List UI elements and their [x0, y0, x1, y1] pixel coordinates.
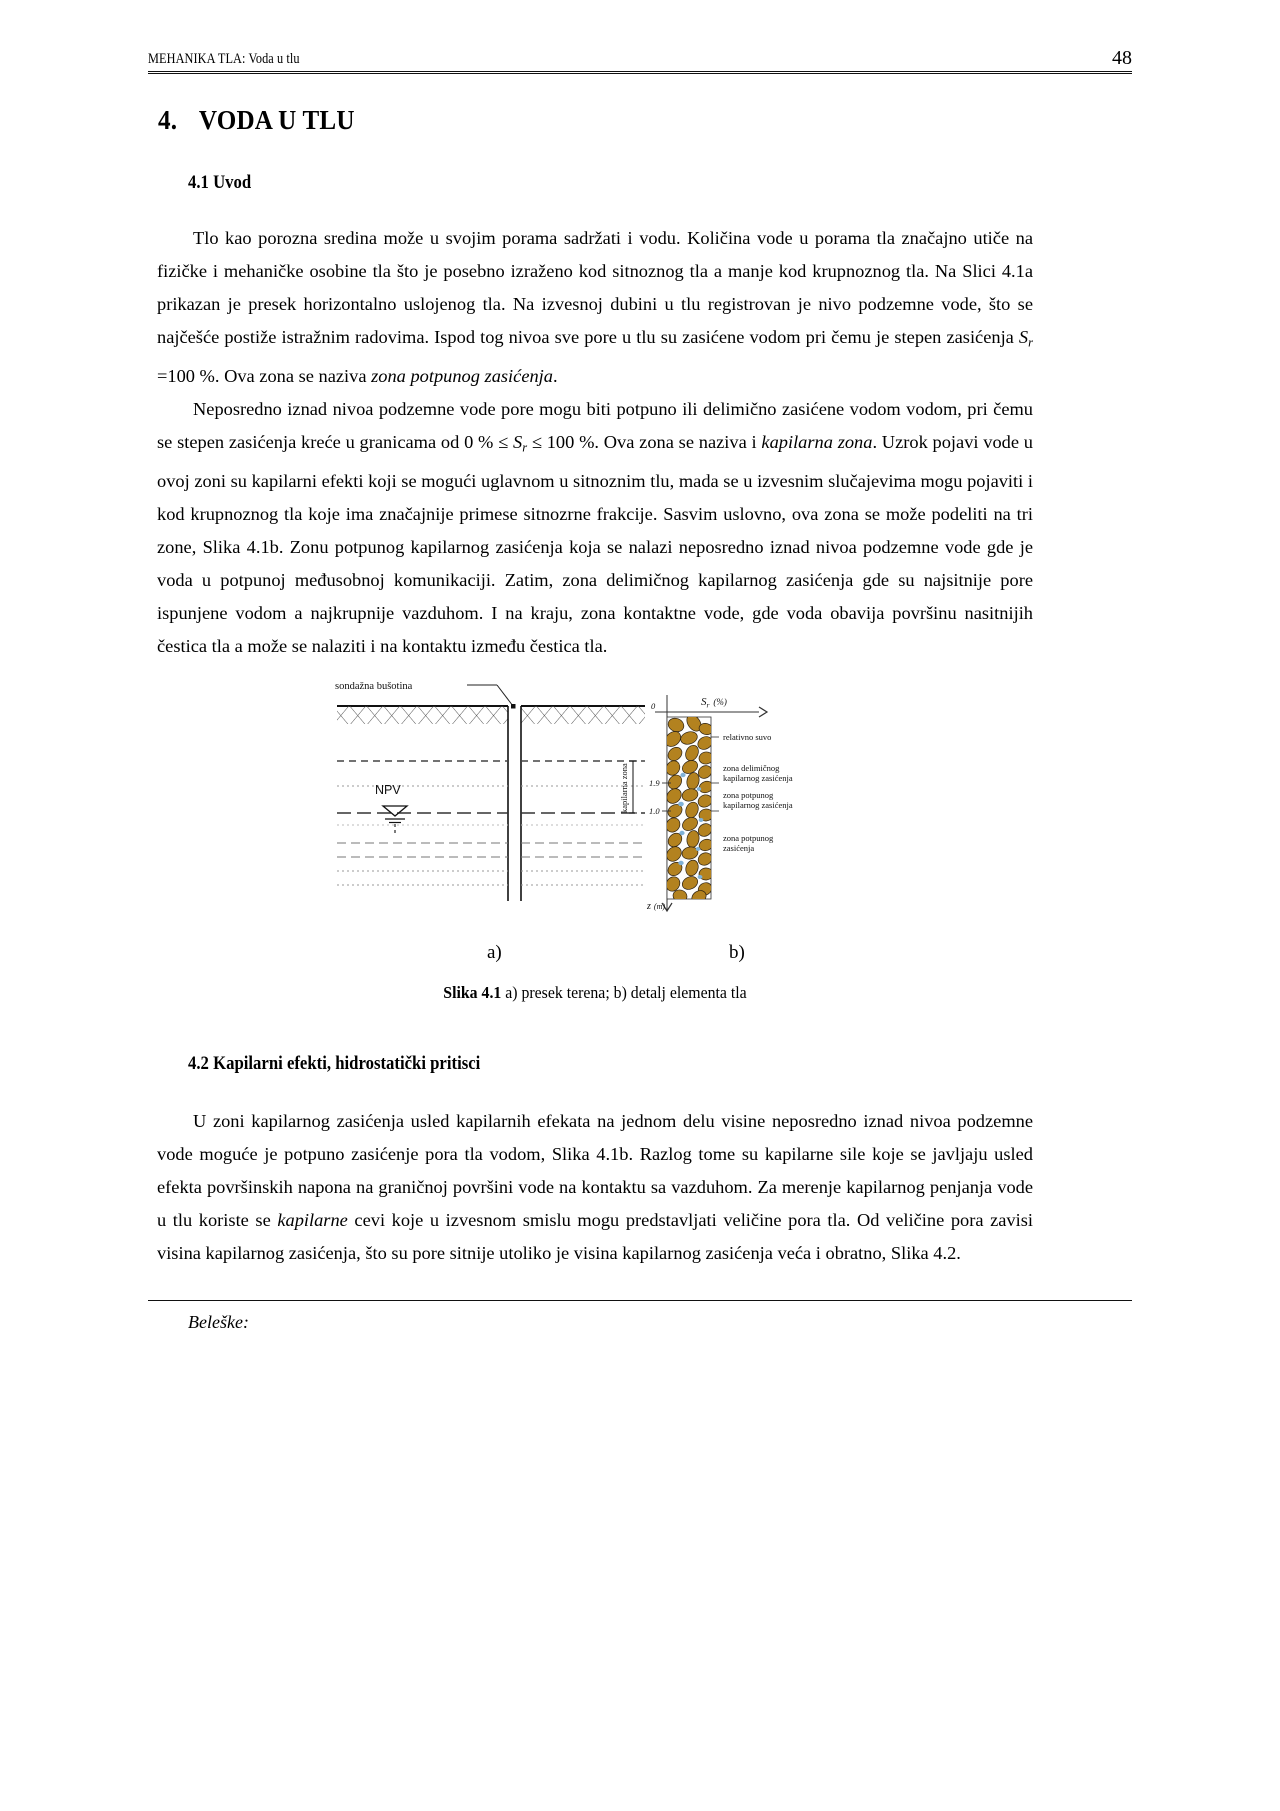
zone-label-relativno-suvo: relativno suvo — [723, 732, 772, 742]
paragraph-two-part-a: Neposredno iznad nivoa podzemne vode pore mogu biti potpuno ili delimično zasićene vodom vodom, pri čemu se stepen zasićenja kreće u granicama od 0 % ≤ — [157, 398, 1033, 453]
paragraph-one-italic-term: zona potpunog zasićenja — [371, 365, 553, 386]
paragraph-two-italic-term: kapilarna zona — [761, 432, 873, 453]
zone-label-delimicno: zona delimičnog kapilarnog zasićenja — [723, 763, 793, 783]
paragraph-one — [157, 222, 1033, 393]
chapter-number: 4. — [158, 105, 178, 135]
zone-dividers — [711, 737, 719, 811]
borehole-label: sondažna bušotina — [335, 681, 413, 692]
body-text-block-one — [157, 222, 1033, 663]
footer-notes-label: Beleške: — [188, 1312, 249, 1332]
axis-arrow-sr — [759, 707, 767, 717]
footer-divider — [148, 1300, 1132, 1301]
section-heading-uvod: 4.1 Uvod — [188, 172, 252, 193]
paragraph-two-part-b: ≤ 100 %. Ova zona se naziva i — [527, 432, 762, 453]
diagram-a-section — [335, 681, 645, 901]
symbol-sr-2-subscript: r — [522, 440, 528, 455]
zone-label-potpuno-zasicenje: zona potpunog zasićenja — [723, 833, 774, 853]
chapter-title: VODA U TLU — [198, 105, 355, 135]
paragraph-three-part-a: U zoni kapilarnog zasićenja usled kapilarnih efekata na jednom delu visine neposredno iznad nivoa podzemne vode moguće je potpuno zasićenje pora tla vodom, Slika 4.1b. Razlog tome su kapilarne sile koje se javljaju usled efekta površinskih napona na graničnoj površini vode na kontaktu sa vazduhom. Za merenje kapilarnog penjanja vode u tlu koriste se — [157, 1111, 1033, 1231]
topsoil-hatch-left-b — [337, 706, 508, 724]
topsoil-hatch-right-b — [521, 706, 645, 724]
paragraph-three-part-b: cevi koje u izvesnom smislu mogu predstavljati veličine pora tla. Od veličine pora zavisi visina kapilarnog zasićenja, što su pore sitnije utoliko je visina kapilarnog zasićenja veća i obratno, Slika 4.2. — [157, 1210, 1033, 1264]
tick-label-lower: 1.0 — [649, 806, 660, 816]
paragraph-two-part-c: . Uzrok pojavi vode u ovoj zoni su kapilarni efekti koji se mogući uglavnom u sitnoznim tlu, mada se u izvesnim slučajevima mogu pojaviti i kod krupnoznog tla koje ima značajnije primese sitnozrne frakcije. Sasvim uslovno, ova zona se može podeliti na tri zone, Slika 4.1b. Zonu potpunog kapilarnog zasićenja koja se nalazi neposredno iznad nivoa podzemne vode gde je voda u potpunoj međusobnoj komunikaciji. Zatim, zona delimičnog kapilarnog zasićenja gde su najsitnije pore ispunjene vodom a najkrupnije vazduhom. I na kraju, zona kontaktne vode, gde voda obavija površinu nasitnijih čestica tla a može se nalaziti i na kontaktu između čestica tla. — [157, 432, 1033, 657]
axis-z-label: z (m) — [647, 901, 666, 912]
header-title: MEHANIKA TLA: Voda u tlu — [148, 51, 300, 67]
diagram-b-soil-element — [646, 695, 793, 912]
npv-label: NPV — [375, 783, 401, 797]
page-title — [158, 105, 355, 136]
figure-4-1-drawing — [315, 665, 875, 935]
paragraph-three — [157, 1105, 1033, 1270]
symbol-sr-subscript: r — [1028, 335, 1033, 350]
figure-sublabel-b: b) — [729, 942, 745, 963]
symbol-sr-2: S — [513, 432, 523, 453]
axis-sr-label: $S_r$ (%) — [701, 696, 727, 710]
borehole-leader-diagonal — [497, 685, 513, 706]
borehole-leader-dot — [511, 704, 516, 709]
paragraph-three-italic-term: kapilarne — [277, 1210, 348, 1231]
section-heading-kapilarni: 4.2 Kapilarni efekti, hidrostatički pritisci — [188, 1053, 481, 1074]
paragraph-two — [157, 393, 1033, 663]
zone-label-potpuno-kapilarno: zona potpunog kapilarnog zasićenja — [723, 790, 793, 810]
figure-caption-text: a) presek terena; b) detalj elementa tla — [501, 983, 747, 1002]
body-text-block-two — [157, 1105, 1033, 1270]
figure-4-1 — [157, 665, 1033, 1005]
running-header — [148, 48, 1132, 74]
capillary-zone-bracket — [619, 761, 637, 813]
axis-origin-label: 0 — [651, 701, 656, 711]
page-number: 48 — [1112, 47, 1132, 69]
paragraph-one-part-c: . — [552, 365, 558, 386]
capillary-zone-label: kapilarna zona — [619, 763, 629, 813]
figure-sublabel-a: a) — [487, 942, 502, 963]
figure-caption — [188, 983, 1003, 1003]
paragraph-one-part-a: Tlo kao porozna sredina može u svojim porama sadržati i vodu. Količina vode u porama tla značajno utiče na fizičke i mehaničke osobine tla što je posebno izraženo kod sitnoznog tla a manje kod krupnoznog tla. Na Slici 4.1a prikazan je presek horizontalno uslojenog tla. Na izvesnoj dubini u tlu registrovan je nivo podzemne vode, što se najčešće postiže istražnim radovima. Ispod tog nivoa sve pore u tlu su zasićene vodom pri čemu je stepen zasićenja — [157, 228, 1033, 348]
paragraph-one-part-b: =100 %. Ova zona se naziva — [157, 365, 372, 386]
tick-label-upper: 1.9 — [649, 778, 660, 788]
header-divider — [148, 71, 1132, 74]
npv-water-table-symbol — [383, 806, 407, 836]
figure-caption-number: Slika 4.1 — [443, 983, 502, 1002]
symbol-sr: S — [1018, 327, 1029, 348]
